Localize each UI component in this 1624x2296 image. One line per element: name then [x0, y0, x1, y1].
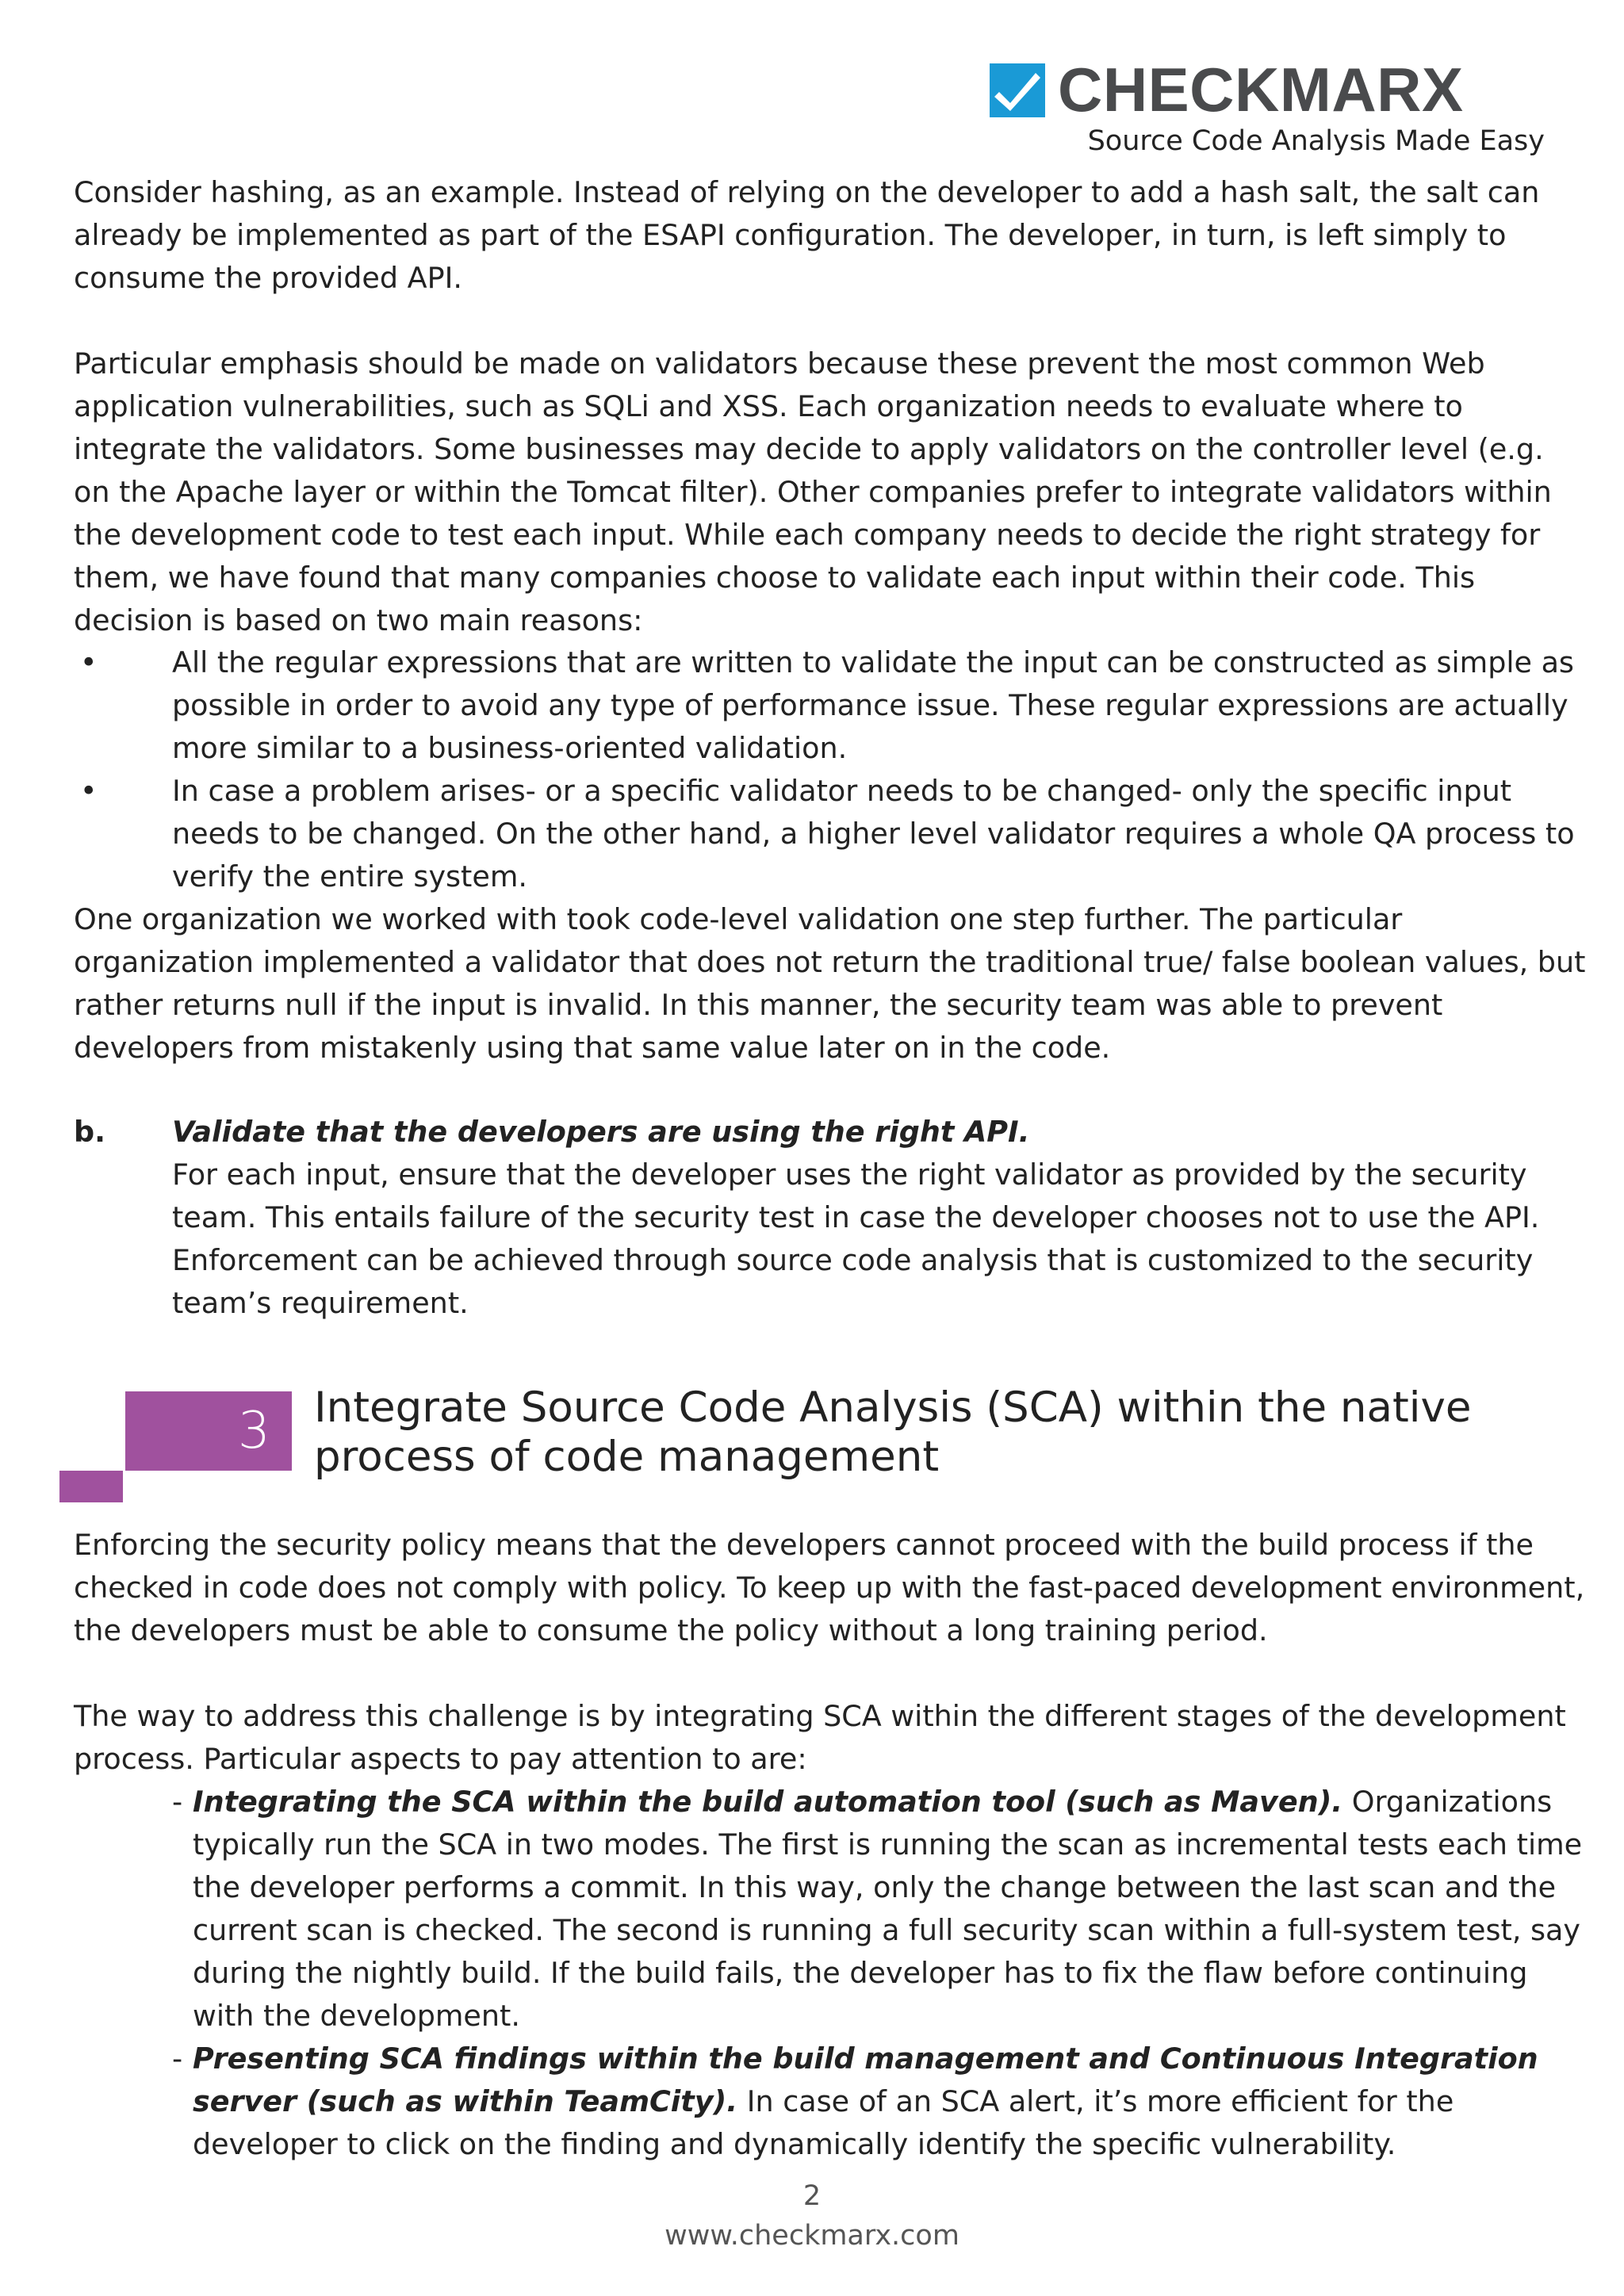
dash-marker: -: [172, 2042, 183, 2076]
bullet-marker: •: [80, 774, 98, 808]
footer-url: www.checkmarx.com: [665, 2220, 959, 2252]
paragraph-hashing: Consider hashing, as an example. Instead of relying on the developer to add a hash salt, the salt can already be implemented as part of the ESAPI configuration. The developer, in turn, is left simply to consume the provided API.: [74, 175, 1540, 295]
paragraph-challenge: The way to address this challenge is by integrating SCA within the different stages of the development process. Particular aspects to pay attention to are:: [74, 1699, 1566, 1776]
bullet-marker: •: [80, 645, 98, 679]
subsection-heading: Validate that the developers are using the right API.: [172, 1115, 1030, 1149]
dash-item-heading: Presenting SCA findings within the build management and Continuous Integration server (such as within TeamCity).: [193, 2042, 1538, 2118]
subsection-b-text: For each input, ensure that the developer uses the right validator as provided by the security team. This entails failure of the security test in case the developer chooses not to use the API. Enforcement can be achieved through source code analysis that is customized to the security team’s requirement.: [172, 1158, 1540, 1320]
dash-item-text: [193, 1781, 1596, 2038]
bullet-text: In case a problem arises- or a specific validator needs to be changed- only the specific input needs to be changed. On the other hand, a higher level validator requires a whole QA process to verify the entire system.: [172, 774, 1575, 894]
brand-tagline: Source Code Analysis Made Easy: [1087, 125, 1545, 157]
paragraph-organization: One organization we worked with took code-level validation one step further. The particular organization implemented a validator that does not return the traditional true/ false boolean values, but rather returns null if the input is invalid. In this manner, the security team was able to prevent developers from mistakenly using that same value later on in the code.: [74, 902, 1586, 1065]
paragraph-validators: Particular emphasis should be made on validators because these prevent the most common Web application vulnerabilities, such as SQLi and XSS. Each organization needs to evaluate where to integrate the validators. Some businesses may decide to apply validators on the controller level (e.g. on the Apache layer or within the Tomcat filter). Other companies prefer to integrate validators within the development code to test each input. While each company needs to decide the right strategy for them, we have found that many companies choose to validate each input within their code. This decision is based on two main reasons:: [74, 346, 1552, 637]
dash-item-body: Organizations typically run the SCA in two modes. The first is running the scan as incremental tests each time the developer performs a commit. In this way, only the change between the last scan and the current scan is checked. The second is running a full security scan within a full-system test, say during the nightly build. If the build fails, the developer has to fix the flaw before continuing with the development.: [193, 1785, 1583, 2033]
dash-marker: -: [172, 1785, 183, 1819]
brand-name: CHECKMARX: [1058, 55, 1464, 124]
dash-item-body: In case of an SCA alert, it’s more efficient for the developer to click on the finding and dynamically identify the specific vulnerability.: [193, 2084, 1454, 2161]
dash-item-text: [193, 2038, 1596, 2166]
section-title: Integrate Source Code Analysis (SCA) within the native process of code management: [314, 1383, 1472, 1481]
paragraph-enforcing: Enforcing the security policy means that the developers cannot proceed with the build process if the checked in code does not comply with policy. To keep up with the fast-paced development environment, the developers must be able to consume the policy without a long training period.: [74, 1528, 1585, 1647]
page-number: 2: [802, 2180, 822, 2212]
bullet-text: All the regular expressions that are written to validate the input can be constructed as simple as possible in order to avoid any type of performance issue. These regular expressions are actually more similar to a business-oriented validation.: [172, 645, 1574, 765]
checkmark-icon: [990, 63, 1045, 117]
subsection-letter: b.: [74, 1115, 105, 1149]
section-accent-block: [59, 1471, 123, 1502]
checkmarx-logo: [990, 55, 1545, 163]
dash-item-heading: Integrating the SCA within the build automation tool (such as Maven).: [193, 1785, 1343, 1819]
section-number: 3: [238, 1402, 270, 1460]
